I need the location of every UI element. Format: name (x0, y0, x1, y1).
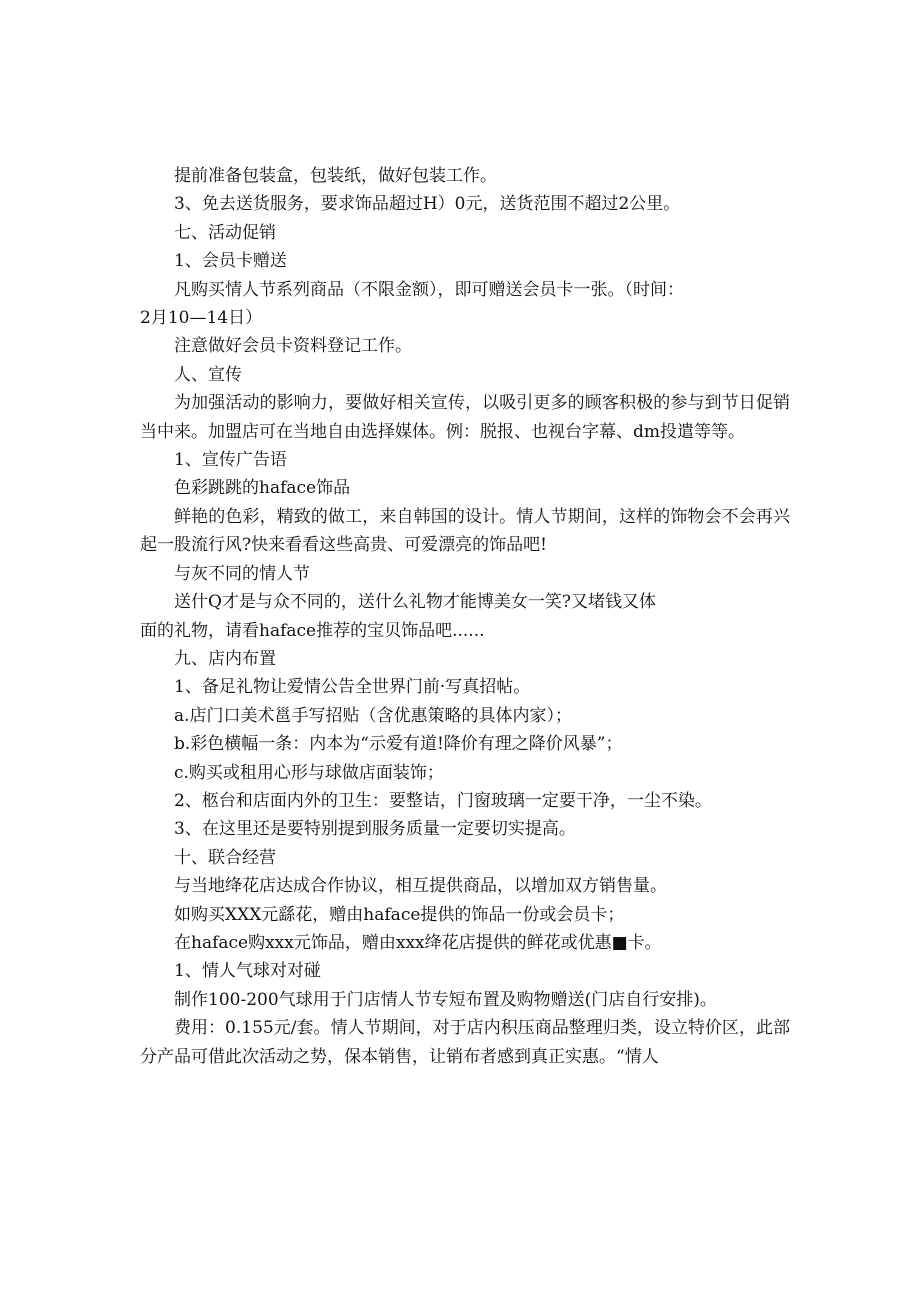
section-heading: 七、活动促销 (174, 222, 276, 243)
section-heading: 九、店内布置 (174, 648, 276, 669)
subsection-heading: 1、会员卡赠送 (174, 251, 287, 272)
paragraph: 制作100-200气球用于门店情人节专短布置及购物赠送(门店自行安排)。 (174, 989, 717, 1010)
subsection-heading: 1、备足礼物让爱情公告全世界门前·写真招帖。 (174, 677, 531, 698)
section-heading: 十、联合经营 (174, 847, 276, 868)
paragraph: 注意做好会员卡资料登记工作。 (174, 336, 412, 357)
list-item: a.店门口美术邕手写招贴（含优惠策略的具体内家）； (174, 705, 573, 726)
paragraph: 为加强活动的影响力，要做好相关宣传，以吸引更多的顾客积极的参与到节日促销当中来。加盟店可在当地自由选择媒体。例：脱报、也视台字幕、dm投遣等等。 (140, 393, 790, 442)
slogan-title: 与灰不同的情人节 (174, 563, 310, 584)
section-heading: 人、宣传 (174, 364, 242, 385)
paragraph: 在haface购xxx元饰品，赠由xxx绛花店提供的鲜花或优惠■卡。 (174, 932, 662, 953)
subsection-heading: 1、情人气球对对碰 (174, 961, 321, 982)
list-item: c.购买或租用心形与球做店面装饰； (174, 762, 444, 783)
paragraph: 送什Q才是与众不同的，送什么礼物才能博美女一笑?又堵钱又体 (174, 592, 657, 613)
paragraph: 3、免去送货服务，要求饰品超过H）0元，送货范围不超过2公里。 (174, 194, 681, 215)
paragraph: 3、在这里还是要特别提到服务质量一定要切实提高。 (174, 819, 576, 840)
paragraph: 2、柩台和店面内外的卫生：要整诘，门窗玻璃一定要干净，一尘不染。 (174, 790, 712, 811)
paragraph: 凡购买情人节系列商品（不限金额），即可赠送会员卡一张。（时间： (174, 279, 684, 300)
subsection-heading: 1、宣传广告语 (174, 450, 287, 471)
paragraph: 鲜艳的色彩，精致的做工，来自韩国的设计。情人节期间，这样的饰物会不会再兴起一股流行风?快来看看这些高贵、可爱漂亮的饰品吧! (140, 506, 790, 556)
paragraph: 面的礼物，请看haface推荐的宝贝饰品吧...... (140, 620, 485, 641)
slogan-title: 色彩跳跳的haface饰品 (174, 478, 351, 499)
paragraph: 提前准备包装盒，包装纸，做好包装工作。 (174, 166, 497, 186)
document-body (140, 162, 790, 1071)
paragraph: 与当地绛花店达成合作协议，相互提供商品，以增加双方销售量。 (174, 876, 667, 897)
paragraph: 2月10—14日） (140, 308, 263, 329)
paragraph: 费用：0.155元/套。情人节期间，对于店内积压商品整理归类，设立特价区，此部分产品可借此次活动之势，保本销售，让销布者感到真正实惠。“情人 (140, 1018, 790, 1067)
list-item: b.彩色横幅一条：内本为“示爱有道!降价有理之降价风暴”； (174, 734, 623, 755)
paragraph: 如购买XXX元繇花，赠由haface提供的饰品一份或会员卡； (174, 904, 625, 925)
